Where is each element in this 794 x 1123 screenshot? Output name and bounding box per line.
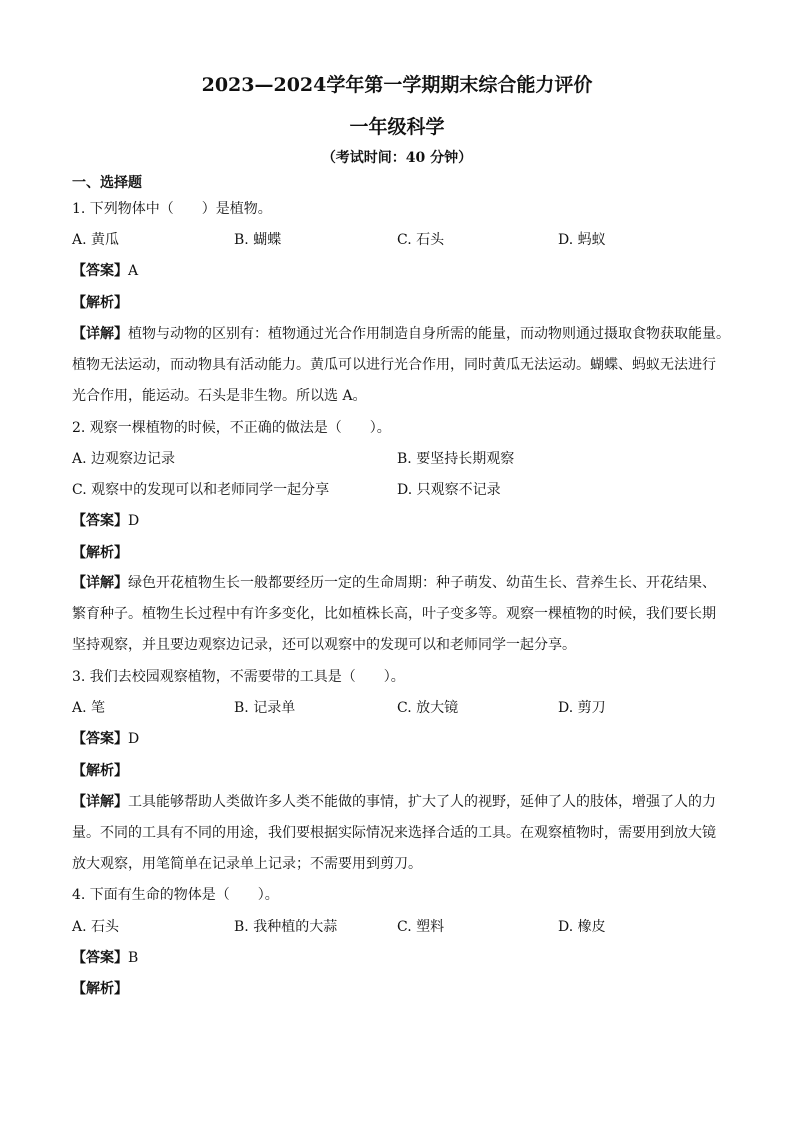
detail-line: 放大观察，用笔简单在记录单上记录；不需要用到剪刀。 bbox=[72, 856, 422, 872]
detail-label: 【详解】 bbox=[72, 326, 128, 342]
question-4-stem: 4. 下面有生命的物体是（ ）。 bbox=[72, 887, 279, 903]
q3-analysis-label: 【解析】 bbox=[72, 763, 128, 779]
q4-option-a: A. 石头 bbox=[72, 919, 120, 935]
answer-value: D bbox=[128, 731, 140, 747]
detail-label: 【详解】 bbox=[72, 794, 128, 810]
q4-option-c: C. 塑料 bbox=[397, 919, 445, 935]
detail-line: 坚持观察，并且要边观察边记录，还可以观察中的发现可以和老师同学一起分享。 bbox=[72, 637, 576, 653]
q1-option-a: A. 黄瓜 bbox=[72, 232, 120, 248]
detail-label: 【详解】 bbox=[72, 575, 128, 591]
exam-subtitle: 一年级科学 bbox=[349, 116, 445, 138]
q3-answer bbox=[72, 729, 139, 749]
q2-option-d: D. 只观察不记录 bbox=[397, 482, 501, 498]
detail-line bbox=[72, 319, 732, 350]
detail-line bbox=[72, 787, 732, 818]
question-2-stem: 2. 观察一棵植物的时候，不正确的做法是（ ）。 bbox=[72, 420, 391, 436]
answer-value: A bbox=[128, 263, 139, 279]
q2-analysis-label: 【解析】 bbox=[72, 545, 128, 561]
answer-label: 【答案】 bbox=[72, 950, 128, 966]
q1-option-b: B. 蝴蝶 bbox=[234, 232, 282, 248]
q2-option-c: C. 观察中的发现可以和老师同学一起分享 bbox=[72, 482, 330, 498]
q1-answer bbox=[72, 261, 138, 281]
detail-line: 繁育种子。植物生长过程中有许多变化，比如植株长高，叶子变多等。观察一棵植物的时候，我们要长期 bbox=[72, 606, 716, 622]
answer-label: 【答案】 bbox=[72, 731, 128, 747]
q3-option-a: A. 笔 bbox=[72, 700, 106, 716]
detail-text: 绿色开花植物生长一般都要经历一定的生命周期：种子萌发、幼苗生长、营养生长、开花结果、 bbox=[128, 575, 716, 591]
q1-option-d: D. 蚂蚁 bbox=[558, 232, 606, 248]
detail-line: 光合作用，能运动。石头是非生物。所以选 A。 bbox=[72, 388, 367, 404]
answer-label: 【答案】 bbox=[72, 513, 128, 529]
q1-detail bbox=[72, 319, 732, 412]
exam-time-note: （考试时间：40 分钟） bbox=[321, 150, 473, 166]
q4-option-b: B. 我种植的大蒜 bbox=[234, 919, 338, 935]
q3-option-b: B. 记录单 bbox=[234, 700, 296, 716]
q1-analysis-label: 【解析】 bbox=[72, 295, 128, 311]
detail-line: 植物无法运动，而动物具有活动能力。黄瓜可以进行光合作用，同时黄瓜无法运动。蝴蝶、蚂蚁无法进行 bbox=[72, 357, 716, 373]
detail-text: 工具能够帮助人类做许多人类不能做的事情，扩大了人的视野，延伸了人的肢体，增强了人的力 bbox=[128, 794, 716, 810]
q4-option-d: D. 橡皮 bbox=[558, 919, 606, 935]
q2-option-a: A. 边观察边记录 bbox=[72, 451, 176, 467]
detail-text: 植物与动物的区别有：植物通过光合作用制造自身所需的能量，而动物则通过摄取食物获取能量。 bbox=[128, 326, 730, 342]
detail-line: 量。不同的工具有不同的用途，我们要根据实际情况来选择合适的工具。在观察植物时，需要用到放大镜 bbox=[72, 825, 716, 841]
q3-option-d: D. 剪刀 bbox=[558, 700, 606, 716]
q2-option-b: B. 要坚持长期观察 bbox=[397, 451, 515, 467]
question-3-stem: 3. 我们去校园观察植物，不需要带的工具是（ ）。 bbox=[72, 669, 405, 685]
section-heading: 一、选择题 bbox=[72, 175, 142, 191]
answer-value: B bbox=[128, 950, 139, 966]
question-1-stem: 1. 下列物体中（ ）是植物。 bbox=[72, 201, 272, 217]
q3-option-c: C. 放大镜 bbox=[397, 700, 459, 716]
q4-answer bbox=[72, 948, 138, 968]
answer-value: D bbox=[128, 513, 140, 529]
q4-analysis-label: 【解析】 bbox=[72, 981, 128, 997]
detail-line bbox=[72, 568, 732, 599]
exam-title: 2023—2024学年第一学期期末综合能力评价 bbox=[201, 74, 593, 96]
q2-detail bbox=[72, 568, 732, 661]
q3-detail bbox=[72, 787, 732, 880]
answer-label: 【答案】 bbox=[72, 263, 128, 279]
q1-option-c: C. 石头 bbox=[397, 232, 445, 248]
q2-answer bbox=[72, 511, 139, 531]
